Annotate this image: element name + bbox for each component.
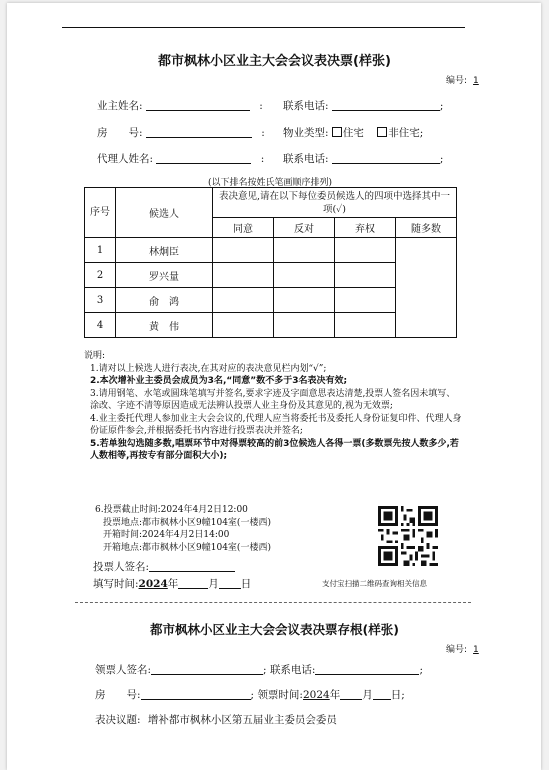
follow-majority-cell[interactable] bbox=[396, 238, 457, 338]
stub-serial-number bbox=[446, 642, 479, 655]
serial-label: 编号: bbox=[446, 76, 468, 86]
alipay-qr-caption: 支付宝扫描二维码查询相关信息 bbox=[322, 579, 427, 588]
signer-label: 投票人签名: bbox=[93, 561, 150, 573]
residential-checkbox[interactable] bbox=[332, 127, 342, 137]
agree-cell[interactable] bbox=[213, 313, 274, 338]
proxy-phone-label: 联系电话: bbox=[283, 153, 329, 165]
stub-title: 都市枫林小区业主大会会议表决票存根(样张) bbox=[150, 622, 399, 637]
fill-year: 2024 bbox=[138, 578, 168, 590]
note-3: 3.请用钢笔、水笔或圆珠笔填写并签名,要求字迹及字面意思表达清楚,投票人签名因未填写、涂改、字迹不清等原因造成无法辨认投票人业主身份及其意见的,视为无效票; bbox=[90, 388, 456, 411]
fill-day-unit: 日 bbox=[240, 578, 252, 590]
stub-room-field[interactable] bbox=[141, 688, 251, 700]
fill-month-unit: 月 bbox=[208, 578, 219, 590]
stub-issue-label: 表决议题: bbox=[95, 714, 141, 726]
header-no: 序号 bbox=[85, 188, 116, 238]
abstain-cell[interactable] bbox=[335, 288, 396, 313]
stub-serial-label: 编号: bbox=[446, 645, 468, 655]
stub-year-unit: 年 bbox=[329, 689, 341, 701]
proxy-name-field[interactable] bbox=[156, 152, 251, 164]
signer-field[interactable] bbox=[149, 560, 235, 572]
abstain-cell[interactable] bbox=[335, 263, 396, 288]
candidate-name: 林炯臣 bbox=[116, 238, 213, 263]
open-time: 开箱时间:2024年4月2日14:00 bbox=[103, 530, 230, 540]
abstain-cell[interactable] bbox=[335, 238, 396, 263]
nonresidential-checkbox[interactable] bbox=[377, 127, 387, 137]
instructions bbox=[84, 350, 464, 463]
open-location: 开箱地点:都市枫林小区9幢104室(一楼西) bbox=[103, 542, 271, 553]
fill-date-label: 填写时间: bbox=[93, 578, 139, 590]
note-2: 2.本次增补业主委员会成员为3名,“同意”数不多于3名表决有效; bbox=[90, 376, 348, 386]
stub-phone-sep: ; bbox=[419, 664, 424, 676]
proxy-name-label: 代理人姓名: bbox=[97, 153, 154, 165]
stub-receiver-sep: ; bbox=[263, 664, 267, 676]
room-label: 房 号: bbox=[97, 127, 143, 139]
header-candidate: 候选人 bbox=[116, 188, 213, 238]
tear-line bbox=[75, 602, 471, 603]
stub-day-field[interactable] bbox=[373, 688, 391, 700]
candidate-name: 俞 鸿 bbox=[116, 288, 213, 313]
oppose-cell[interactable] bbox=[274, 288, 335, 313]
proxy-phone-sep: ; bbox=[439, 153, 444, 165]
owner-phone-row bbox=[283, 98, 443, 113]
fill-month-field[interactable] bbox=[178, 577, 208, 589]
oppose-cell[interactable] bbox=[274, 238, 335, 263]
signer-row bbox=[93, 559, 235, 574]
oppose-cell[interactable] bbox=[274, 263, 335, 288]
fill-date-row bbox=[93, 576, 251, 591]
header-abstain: 弃权 bbox=[335, 218, 396, 238]
stub-serial-value: 1 bbox=[473, 645, 479, 655]
room-colon: : bbox=[261, 127, 265, 139]
deadline-text: 6.投票截止时间:2024年4月2日12:00 bbox=[95, 505, 248, 515]
row-no: 1 bbox=[85, 238, 116, 263]
owner-phone-field[interactable] bbox=[332, 99, 440, 111]
notes-heading: 说明: bbox=[84, 351, 106, 361]
owner-phone-sep: ; bbox=[439, 100, 444, 112]
header-follow-majority: 随多数 bbox=[396, 218, 457, 238]
property-type-label: 物业类型: bbox=[283, 127, 329, 139]
stub-month-unit: 月 bbox=[362, 689, 373, 701]
stub-receiver-field[interactable] bbox=[151, 663, 263, 675]
note-5: 5.若单独勾选随多数,唱票环节中对得票较高的前3位候选人各得一票(多数票先按人数多少,若人数相等,再按专有部分面积大小); bbox=[90, 438, 459, 461]
property-type-row bbox=[283, 125, 423, 140]
abstain-cell[interactable] bbox=[335, 313, 396, 338]
room-field[interactable] bbox=[146, 126, 252, 138]
header-opinion: 表决意见,请在以下每位委员候选人的四项中选择其中一项(✓) bbox=[213, 188, 457, 218]
oppose-cell[interactable] bbox=[274, 313, 335, 338]
stub-time-year: 2024 bbox=[302, 689, 330, 701]
property-type-sep: ; bbox=[419, 127, 424, 139]
proxy-colon: : bbox=[260, 153, 265, 165]
stub-receiver-label: 领票人签名: bbox=[95, 664, 152, 676]
stub-time-label: 领票时间: bbox=[257, 689, 303, 701]
order-note: (以下排名按姓氏笔画顺序排列) bbox=[208, 178, 333, 188]
header-oppose: 反对 bbox=[274, 218, 335, 238]
top-rule bbox=[62, 27, 465, 28]
candidate-table bbox=[84, 187, 457, 338]
table-row bbox=[85, 238, 457, 263]
stub-room-row bbox=[95, 687, 405, 702]
nonresidential-label: 非住宅 bbox=[388, 127, 420, 139]
fill-day-field[interactable] bbox=[219, 577, 241, 589]
proxy-row bbox=[97, 151, 264, 166]
room-row bbox=[97, 125, 265, 140]
qr-code bbox=[378, 506, 438, 566]
stub-issue-row bbox=[95, 712, 337, 727]
agree-cell[interactable] bbox=[213, 263, 274, 288]
stub-month-field[interactable] bbox=[340, 688, 362, 700]
vote-location: 投票地点:都市枫林小区9幢104室(一楼西) bbox=[103, 517, 271, 528]
ballot-title: 都市枫林小区业主大会会议表决票(样张) bbox=[158, 54, 391, 69]
serial-number bbox=[446, 73, 479, 86]
agree-cell[interactable] bbox=[213, 288, 274, 313]
owner-name-row bbox=[97, 98, 263, 113]
owner-name-field[interactable] bbox=[146, 99, 250, 111]
row-no: 3 bbox=[85, 288, 116, 313]
owner-phone-label: 联系电话: bbox=[283, 100, 329, 112]
serial-value: 1 bbox=[473, 76, 479, 86]
voting-schedule bbox=[95, 504, 271, 554]
proxy-phone-row bbox=[283, 151, 443, 166]
owner-name-colon: : bbox=[259, 100, 263, 112]
owner-name-label: 业主姓名: bbox=[97, 100, 143, 112]
row-no: 2 bbox=[85, 263, 116, 288]
candidate-name: 罗兴量 bbox=[116, 263, 213, 288]
stub-room-label: 房 号: bbox=[95, 689, 141, 701]
candidate-name: 黄 伟 bbox=[116, 313, 213, 338]
stub-day-unit: 日 bbox=[390, 689, 402, 701]
stub-date-sep: ; bbox=[401, 689, 405, 701]
stub-receiver-row bbox=[95, 662, 423, 677]
stub-phone-label: 联系电话: bbox=[269, 664, 316, 676]
note-4: 4.业主委托代理人参加业主大会会议的,代理人应当将委托书及委托人身份证复印件、代理人身份证原件参会,并根据委托书内容进行投票表决并签名; bbox=[90, 413, 462, 436]
fill-year-unit: 年 bbox=[167, 578, 179, 590]
stub-issue-text: 增补都市枫林小区第五届业主委员会委员 bbox=[147, 714, 337, 726]
residential-label: 住宅 bbox=[342, 127, 364, 139]
agree-cell[interactable] bbox=[213, 238, 274, 263]
header-agree: 同意 bbox=[213, 218, 274, 238]
row-no: 4 bbox=[85, 313, 116, 338]
proxy-phone-field[interactable] bbox=[332, 152, 440, 164]
stub-phone-field[interactable] bbox=[315, 663, 419, 675]
stub-room-sep: ; bbox=[250, 689, 255, 701]
note-1: 1.请对以上候选人进行表决,在其对应的表决意见栏内划“√”; bbox=[90, 363, 327, 374]
